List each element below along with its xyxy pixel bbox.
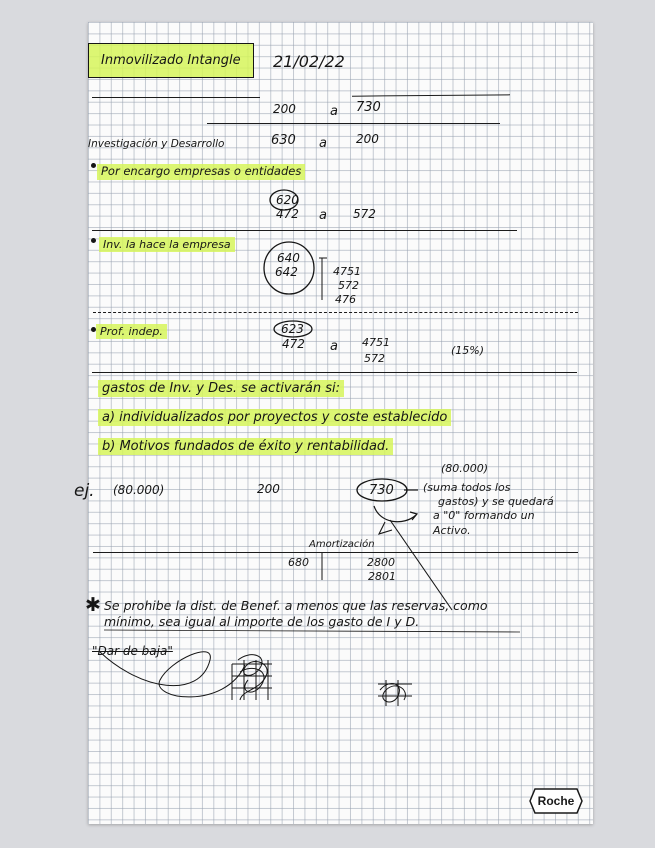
activation-condition-b: b) Motivos fundados de éxito y rentabilidad. [98,438,393,455]
bullet-icon [91,163,96,168]
entry1-a: a [330,104,338,119]
divider [93,552,578,553]
encargo-circled: 620 [276,193,299,207]
example-top-amount: (80.000) [441,462,489,475]
divider [92,372,577,373]
amortization-credit-1: 2800 [367,556,395,569]
example-label: ej. [74,481,95,501]
star-icon: ✱ [85,594,101,616]
prof-a: a [330,339,338,354]
page-title: Inmovilizado Intangle [88,43,254,78]
divider [92,97,260,98]
entry1-debit: 200 [273,102,296,116]
note-line-2: mínimo, sea igual al importe de los gasto de I y D. [104,614,420,629]
empresa-credit1: 4751 [333,265,361,278]
encargo-a: a [319,208,327,223]
empresa-credit2: 572 [338,279,359,292]
activation-condition-a: a) individualizados por proyectos y coste establecido [98,409,451,426]
bullet-icon [91,238,96,243]
divider [92,230,517,231]
amortization-debit: 680 [288,556,309,569]
ido-label: Investigación y Desarrollo [88,138,225,150]
amortization-label: Amortización [309,539,375,550]
empresa-credit3: 476 [335,293,356,306]
prof-circled: 623 [281,322,304,336]
dashed-divider [93,312,578,313]
example-amount: (80.000) [113,483,165,497]
encargo-title: Por encargo empresas o entidades [97,164,305,180]
empresa-title: Inv. la hace la empresa [99,237,235,252]
prof-percent: (15%) [451,344,485,357]
note-line-1: Se prohibe la dist. de Benef. a menos que las reservas, como [104,598,488,613]
example-note-1: (suma todos los [423,481,511,494]
example-note-4: Activo. [433,524,471,537]
prof-title: Prof. indep. [96,324,167,339]
roche-logo-text: Roche [537,794,575,808]
ido-a: a [319,136,327,151]
crossed-out-text: "Dar de baja" [92,644,173,658]
date: 21/02/22 [273,52,345,71]
example-debit: 200 [257,482,280,496]
example-note-2: gastos) y se quedará [438,495,554,508]
amortization-credit-2: 2801 [368,570,396,583]
prof-debit: 472 [282,337,305,351]
prof-credit2: 572 [364,352,385,365]
empresa-debit1: 640 [277,251,300,265]
empresa-debit2: 642 [275,265,298,279]
entry1-credit: 730 [356,100,381,115]
example-circled: 730 [369,483,394,498]
ido-debit: 630 [271,133,296,148]
example-note-3: a "0" formando un [433,509,535,522]
encargo-credit: 572 [353,207,376,221]
activation-title: gastos de Inv. y Des. se activarán si: [98,380,344,397]
encargo-debit: 472 [276,207,299,221]
roche-logo [529,788,583,814]
ido-credit: 200 [356,132,379,146]
prof-credit1: 4751 [362,336,390,349]
divider [207,123,500,124]
